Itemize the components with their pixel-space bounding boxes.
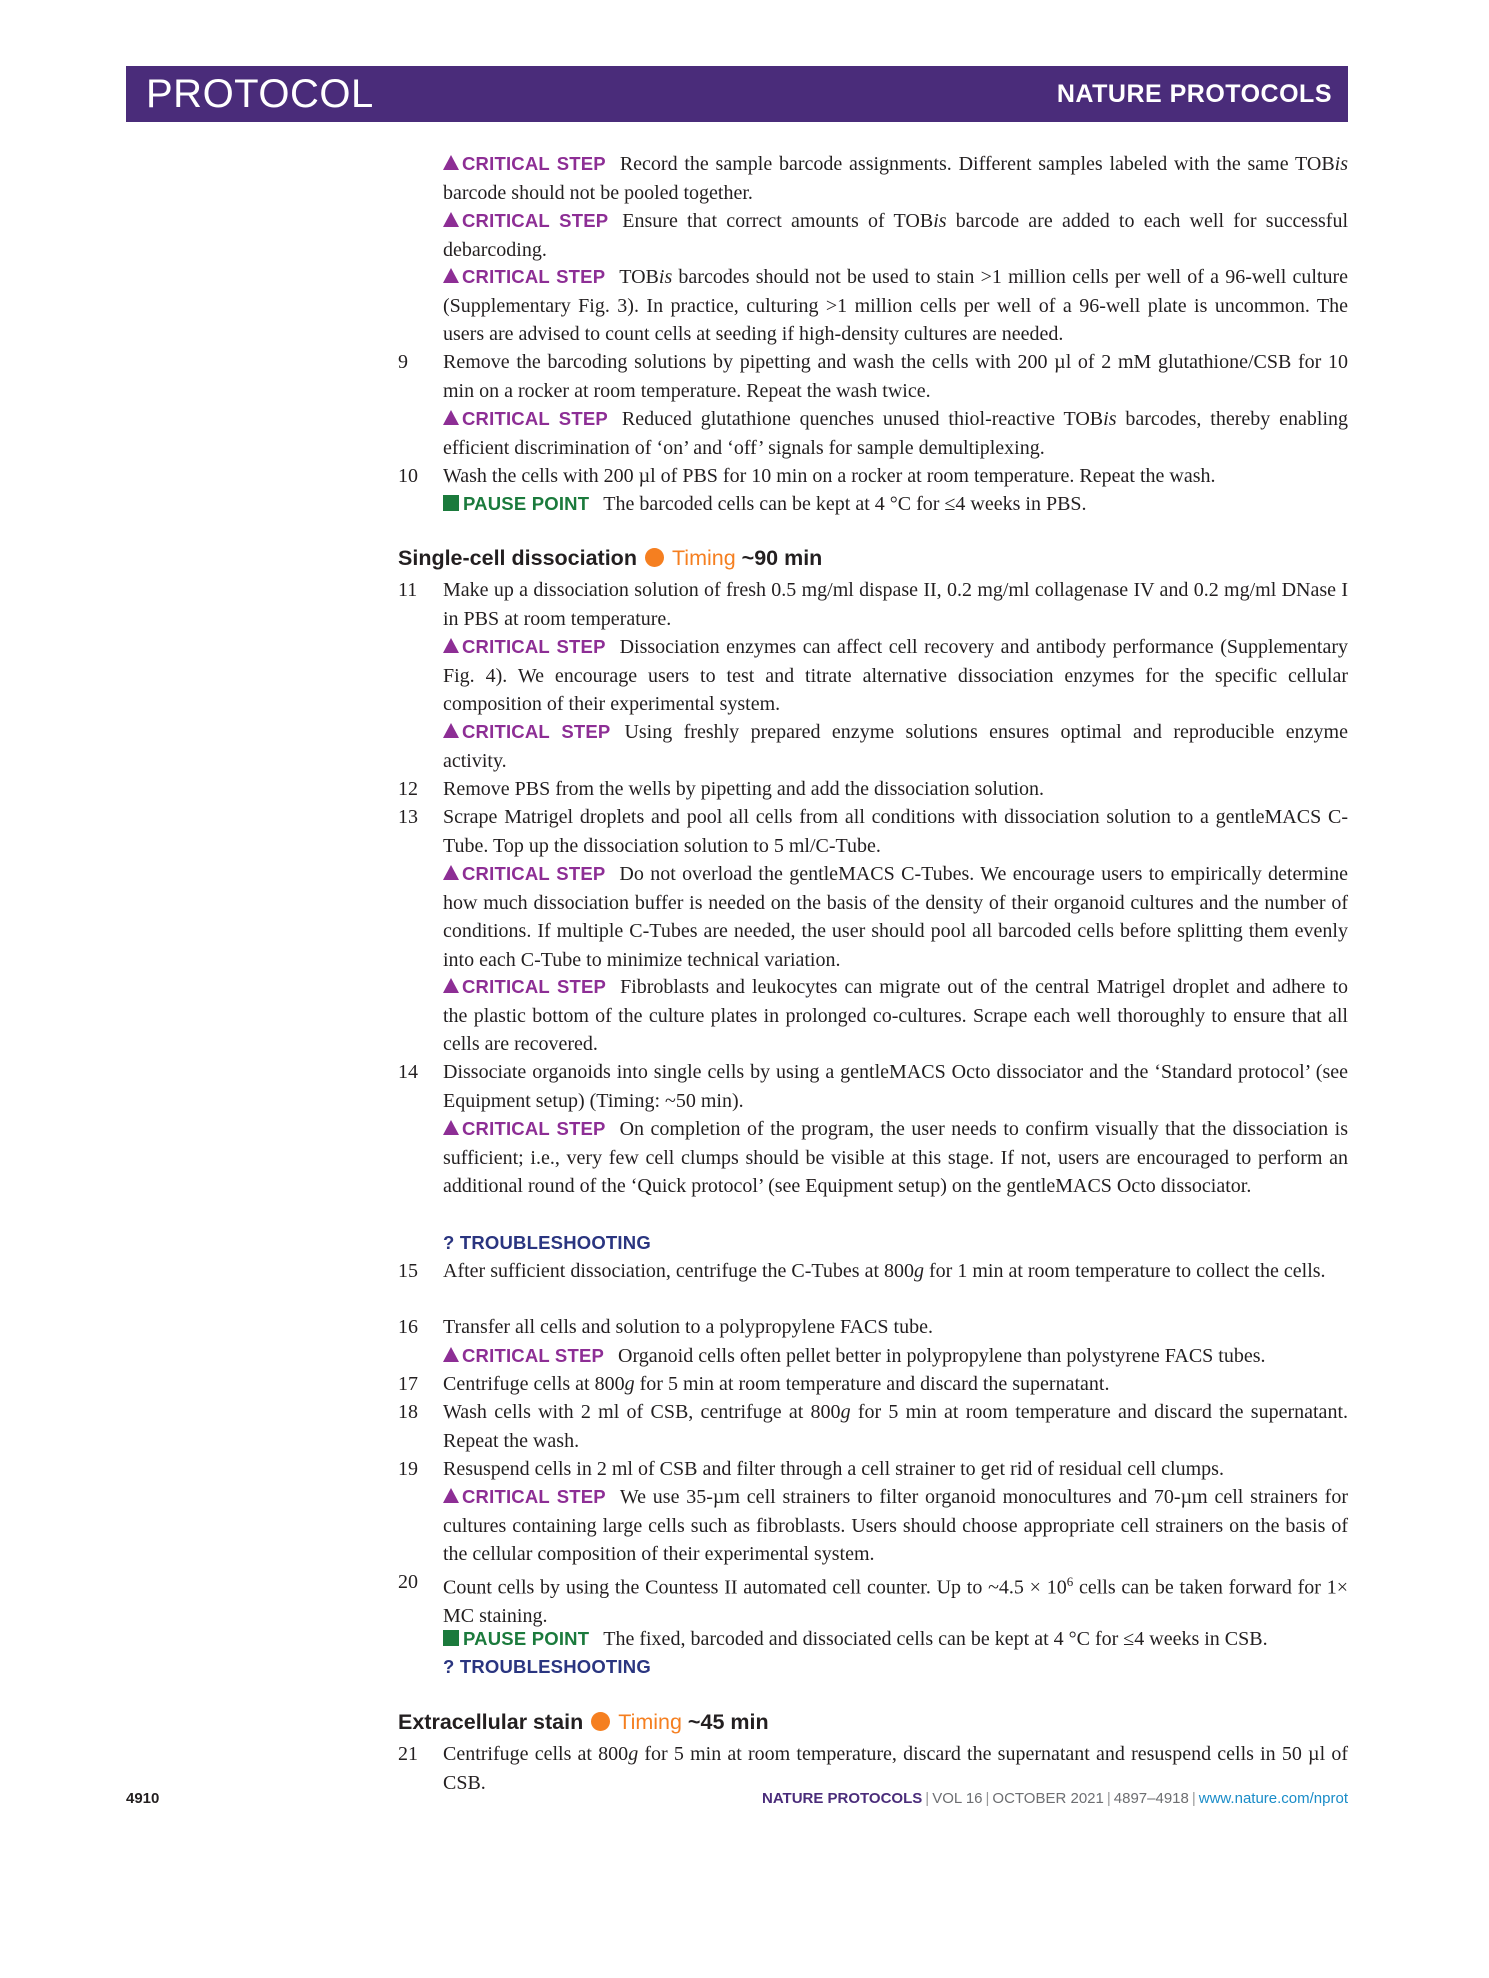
step-number: 17 (398, 1373, 418, 1395)
footer-citation: NATURE PROTOCOLS | VOL 16 | OCTOBER 2021 | 4897–4918 | www.nature.com/nprot (761, 1790, 1348, 1807)
warning-triangle-icon (443, 212, 459, 227)
section-title: Extracellular stain (398, 1710, 584, 1734)
step-number: 19 (398, 1458, 418, 1480)
warning-triangle-icon (443, 723, 459, 738)
warning-triangle-icon (443, 1488, 459, 1503)
section-heading (398, 1710, 769, 1735)
footer-url[interactable]: www.nature.com/nprot (1198, 1790, 1348, 1807)
footer-date: OCTOBER 2021 (992, 1790, 1104, 1807)
step-number: 11 (398, 579, 418, 601)
step-text: Centrifuge cells at 800g for 5 min at room temperature, discard the supernatant and resuspend cells in 50 µl of CSB. (443, 1743, 1348, 1794)
section-heading (398, 546, 822, 571)
critical-step: CRITICAL STEP Using freshly prepared enzyme solutions ensures optimal and reproducible enzyme activity. (443, 721, 1348, 772)
step-text: Wash cells with 2 ml of CSB, centrifuge at 800g for 5 min at room temperature and discard the supernatant. Repeat the wash. (443, 1401, 1348, 1452)
step-text: Wash the cells with 200 µl of PBS for 10 min on a rocker at room temperature. Repeat the wash. (443, 465, 1216, 487)
critical-step: CRITICAL STEP TOBis barcodes should not be used to stain >1 million cells per well of a 96-well culture (Supplementary Fig. 3). In practice, culturing >1 million cells per well of a 96-well plate is uncommon. The users are advised to count cells at seeding if high-density cultures are needed. (443, 266, 1349, 345)
step-number: 13 (398, 806, 418, 828)
critical-step-label: CRITICAL STEP (443, 210, 608, 231)
step-text: After sufficient dissociation, centrifuge the C-Tubes at 800g for 1 min at room temperature to collect the cells. (443, 1260, 1326, 1282)
pause-point: PAUSE POINT The barcoded cells can be kept at 4 °C for ≤4 weeks in PBS. (443, 490, 1348, 519)
critical-step: CRITICAL STEP Organoid cells often pellet better in polypropylene than polystyrene FACS tubes. (443, 1342, 1348, 1371)
timing-value: ~90 min (735, 546, 823, 570)
step-number: 21 (398, 1743, 418, 1765)
pause-point-label: PAUSE POINT (443, 1628, 589, 1649)
critical-step-label: CRITICAL STEP (443, 721, 610, 742)
critical-step-label: CRITICAL STEP (443, 408, 608, 429)
section-label: PROTOCOL (146, 71, 374, 116)
warning-triangle-icon (443, 1347, 459, 1362)
pause-square-icon (443, 1630, 459, 1646)
step-number: 10 (398, 465, 418, 487)
warning-triangle-icon (443, 638, 459, 653)
footer-pages: 4897–4918 (1113, 1790, 1189, 1807)
critical-step: CRITICAL STEP We use 35-µm cell strainers to filter organoid monocultures and 70-µm cell strainers for cultures containing large cells such as fibroblasts. Users should choose appropriate cell strainers on the basis of the cellular composition of their experimental system. (443, 1486, 1349, 1565)
warning-triangle-icon (443, 865, 459, 880)
critical-step-label: CRITICAL STEP (443, 153, 606, 174)
pause-point-label: PAUSE POINT (443, 493, 589, 514)
journal-name: NATURE PROTOCOLS (1056, 79, 1332, 108)
timing-dot-icon (645, 548, 664, 567)
warning-triangle-icon (443, 1120, 459, 1135)
step-number: 15 (398, 1260, 418, 1282)
step-number: 9 (398, 351, 408, 373)
step-text: Dissociate organoids into single cells by using a gentleMACS Octo dissociator and the ‘Standard protocol’ (see Equipment setup) (Timing: ~50 min). (443, 1061, 1348, 1112)
step-text: Resuspend cells in 2 ml of CSB and filter through a cell strainer to get rid of residual cell clumps. (443, 1458, 1224, 1480)
critical-step-label: CRITICAL STEP (443, 1345, 604, 1366)
critical-step-label: CRITICAL STEP (443, 636, 606, 657)
critical-step: CRITICAL STEP Reduced glutathione quenches unused thiol-reactive TOBis barcodes, thereby enabling efficient discrimination of ‘on’ and ‘off’ signals for sample demultiplexing. (443, 408, 1349, 459)
step-number: 12 (398, 778, 418, 800)
critical-step-label: CRITICAL STEP (443, 863, 605, 884)
critical-step-label: CRITICAL STEP (443, 266, 605, 287)
page-number: 4910 (126, 1790, 160, 1807)
step-text: Scrape Matrigel droplets and pool all cells from all conditions with dissociation solution to a gentleMACS C-Tube. Top up the dissociation solution to 5 ml/C-Tube. (443, 806, 1348, 857)
step-number: 20 (398, 1571, 418, 1593)
warning-triangle-icon (443, 268, 459, 283)
critical-step-label: CRITICAL STEP (443, 1118, 606, 1139)
critical-step: CRITICAL STEP Fibroblasts and leukocytes can migrate out of the central Matrigel droplet and adhere to the plastic bottom of the culture plates in prolonged co-cultures. Scrape each well thoroughly to ensure that all cells are recovered. (443, 976, 1349, 1055)
step-text: Remove PBS from the wells by pipetting and add the dissociation solution. (443, 778, 1045, 800)
timing-label: Timing (671, 546, 736, 570)
critical-step-label: CRITICAL STEP (443, 976, 606, 997)
timing-dot-icon (591, 1712, 610, 1731)
timing-value: ~45 min (681, 1710, 769, 1734)
step-text: Centrifuge cells at 800g for 5 min at room temperature and discard the supernatant. (443, 1373, 1110, 1395)
step-number: 16 (398, 1316, 418, 1338)
critical-step: CRITICAL STEP Dissociation enzymes can affect cell recovery and antibody performance (Supplementary Fig. 4). We encourage users to test and titrate alternative dissociation enzymes for the specific cellular composition of their experimental system. (443, 636, 1348, 715)
warning-triangle-icon (443, 155, 459, 170)
step-text: Make up a dissociation solution of fresh 0.5 mg/ml dispase II, 0.2 mg/ml collagenase IV and 0.2 mg/ml DNase I in PBS at room temperature. (443, 579, 1348, 630)
step-number: 14 (398, 1061, 418, 1083)
header-banner (126, 66, 1348, 122)
step-text: Remove the barcoding solutions by pipetting and wash the cells with 200 µl of 2 mM glutathione/CSB for 10 min on a rocker at room temperature. Repeat the wash twice. (443, 351, 1348, 402)
critical-step-label: CRITICAL STEP (443, 1486, 606, 1507)
step-text: Count cells by using the Countess II automated cell counter. Up to ~4.5 × $10^6$ cells can be taken forward for 1× MC staining. (443, 1574, 1348, 1628)
troubleshooting-label: ? TROUBLESHOOTING (443, 1656, 651, 1677)
warning-triangle-icon (443, 410, 459, 425)
step-number: 18 (398, 1401, 418, 1423)
troubleshooting-link[interactable] (443, 1653, 1348, 1682)
critical-step: CRITICAL STEP Ensure that correct amounts of TOBis barcode are added to each well for successful debarcoding. (443, 210, 1349, 261)
footer-journal: NATURE PROTOCOLS (761, 1790, 923, 1807)
warning-triangle-icon (443, 978, 459, 993)
footer-volume: VOL 16 (932, 1790, 983, 1807)
critical-step: CRITICAL STEP Do not overload the gentleMACS C-Tubes. We encourage users to empirically determine how much dissociation buffer is needed on the basis of the density of their organoid cultures and the number of conditions. If multiple C-Tubes are needed, the user should pool all barcoded cells before splitting them evenly into each C-Tube to minimize technical variation. (443, 863, 1349, 971)
pause-square-icon (443, 495, 459, 511)
timing-label: Timing (618, 1710, 682, 1734)
step-text: Transfer all cells and solution to a polypropylene FACS tube. (443, 1316, 933, 1338)
troubleshooting-link[interactable] (443, 1229, 1348, 1258)
critical-step: CRITICAL STEP On completion of the program, the user needs to confirm visually that the dissociation is sufficient; i.e., very few cell clumps should be visible at this stage. If not, users are encouraged to perform an additional round of the ‘Quick protocol’ (see Equipment setup) on the gentleMACS Octo dissociator. (443, 1118, 1348, 1197)
pause-point: PAUSE POINT The fixed, barcoded and dissociated cells can be kept at 4 °C for ≤4 weeks in CSB. (443, 1625, 1348, 1654)
critical-step: CRITICAL STEP Record the sample barcode assignments. Different samples labeled with the same TOBis barcode should not be pooled together. (443, 153, 1349, 204)
section-title: Single-cell dissociation (398, 546, 637, 570)
troubleshooting-label: ? TROUBLESHOOTING (443, 1232, 651, 1253)
